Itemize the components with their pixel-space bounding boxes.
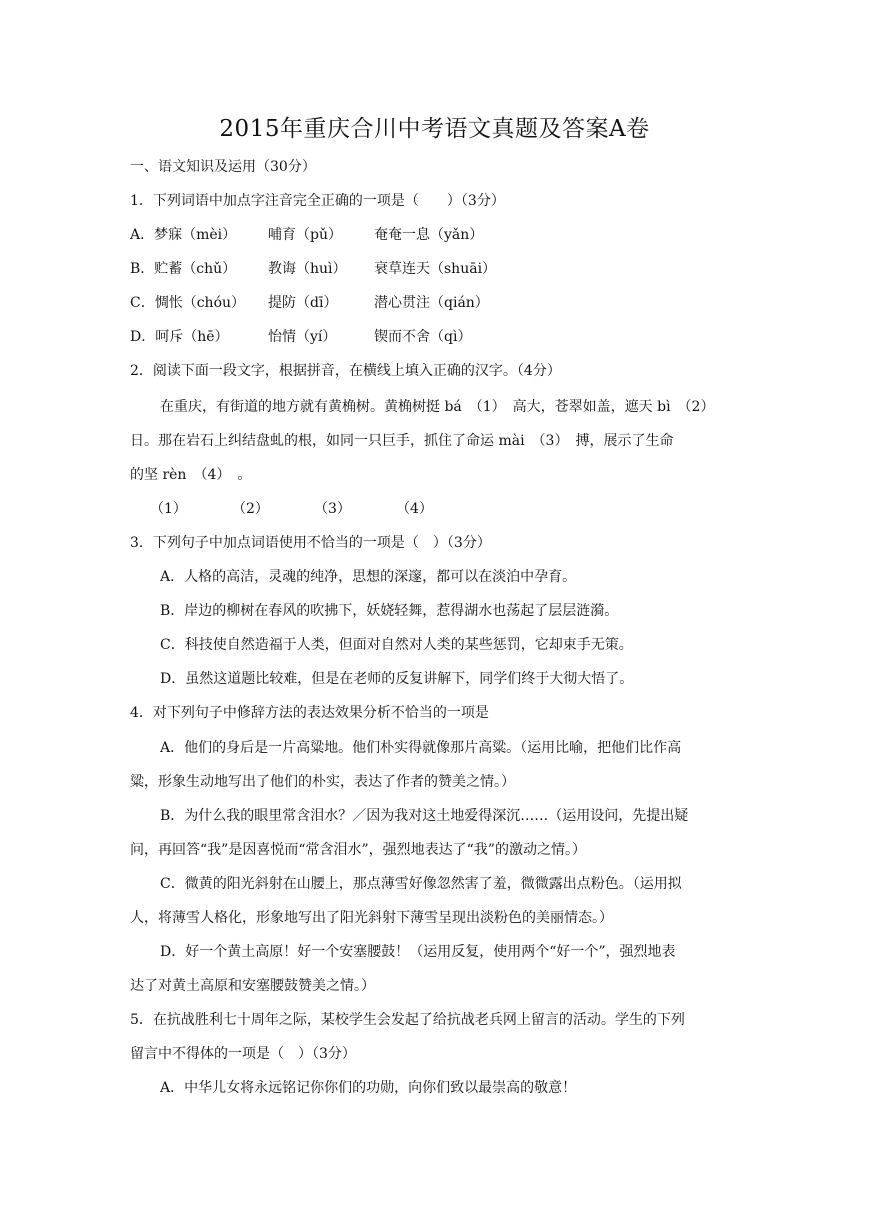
question-4-option-c-cont: 人，将薄雪人格化，形象地写出了阳光斜射下薄雪呈现出淡粉色的美丽情态。） xyxy=(130,910,613,926)
question-4-option-b-cont: 问，再回答“我”是因喜悦而“常含泪水”，强烈地表达了“我”的激动之情。） xyxy=(130,842,586,858)
option-b-word1: B．贮蓄（chǔ） xyxy=(130,261,237,277)
question-5-option-a: A．中华儿女将永远铭记你你们的功勋，向你们致以最崇高的敬意！ xyxy=(160,1080,577,1096)
blank-1: （1） xyxy=(150,501,187,517)
question-3-option-d: D．虽然这道题比较难，但是在老师的反复讲解下，同学们终于大彻大悟了。 xyxy=(160,671,634,687)
question-3-option-b: B．岸边的柳树在春风的吹拂下，妖娆轻舞，惹得湖水也荡起了层层涟漪。 xyxy=(160,603,619,619)
question-4-option-d-cont: 达了对黄土高原和安塞腰鼓赞美之情。） xyxy=(130,978,375,994)
question-1-option-a xyxy=(130,225,742,245)
option-d-word3: 锲而不舍（qì） xyxy=(374,329,472,345)
question-1-option-c xyxy=(130,293,742,313)
question-3-option-a: A．人格的高洁，灵魂的纯净，思想的深邃，都可以在淡泊中孕育。 xyxy=(160,569,577,585)
question-4-option-a-cont: 粱，形象生动地写出了他们的朴实，表达了作者的赞美之情。） xyxy=(130,774,515,790)
option-a-word1: A．梦寐（mèi） xyxy=(130,227,237,243)
question-3-stem: 3．下列句子中加点词语使用不恰当的一项是（ ）（3分） xyxy=(130,535,491,551)
question-4-option-d: D．好一个黄土高原！好一个安塞腰鼓！（运用反复，使用两个“好一个”，强烈地表 xyxy=(160,944,676,960)
question-2-stem: 2．阅读下面一段文字，根据拼音，在横线上填入正确的汉字。（4分） xyxy=(130,363,561,379)
option-c-word1: C．惆怅（chóu） xyxy=(130,295,246,311)
question-3-option-c: C．科技使自然造福于人类，但面对自然对人类的某些惩罚，它却束手无策。 xyxy=(160,637,633,653)
question-5-stem: 5．在抗战胜利七十周年之际，某校学生会发起了给抗战老兵网上留言的活动。学生的下列 xyxy=(130,1012,685,1028)
blank-4: （4） xyxy=(396,501,433,517)
question-4-option-a: A．他们的身后是一片高粱地。他们朴实得就像那片高粱。（运用比喻，把他们比作高 xyxy=(160,740,682,756)
option-c-word2: 提防（dī） xyxy=(268,295,338,311)
question-5-stem-cont: 留言中不得体的一项是（ ）（3分） xyxy=(130,1046,356,1062)
blank-2: （2） xyxy=(232,501,269,517)
question-4-option-c: C．微黄的阳光斜射在山腰上，那点薄雪好像忽然害了羞，微微露出点粉色。（运用拟 xyxy=(160,876,682,892)
question-1-option-b xyxy=(130,259,742,279)
question-4-option-b: B．为什么我的眼里常含泪水？／因为我对这土地爱得深沉……（运用设问，先提出疑 xyxy=(160,808,689,824)
question-1-option-d xyxy=(130,327,742,347)
option-b-word2: 教诲（huì） xyxy=(268,261,347,277)
option-c-word3: 潜心贯注（qián） xyxy=(374,295,489,311)
option-d-word2: 怡情（yí） xyxy=(268,329,337,345)
question-2-paragraph-line: 的坚 rèn （4） 。 xyxy=(130,467,252,483)
question-2-paragraph-line: 在重庆，有街道的地方就有黄桷树。黄桷树挺 bá （1） 高大，苍翠如盖，遮天 bì （2） xyxy=(160,399,715,415)
option-d-word1: D．呵斥（hē） xyxy=(130,329,229,345)
section-heading: 一、语文知识及运用（30分） xyxy=(130,159,316,175)
question-2-blanks xyxy=(150,499,762,519)
question-4-stem: 4．对下列句子中修辞方法的表达效果分析不恰当的一项是 xyxy=(130,705,489,721)
option-a-word3: 奄奄一息（yǎn） xyxy=(374,227,484,243)
option-a-word2: 哺育（pǔ） xyxy=(268,227,342,243)
question-2-paragraph-line: 日。那在岩石上纠结盘虬的根，如同一只巨手，抓住了命运 mài （3） 搏，展示了生命 xyxy=(130,433,674,449)
document-title: 2015年重庆合川中考语文真题及答案A卷 xyxy=(219,116,650,142)
blank-3: （3） xyxy=(314,501,351,517)
option-b-word3: 衰草连天（shuāi） xyxy=(374,261,497,277)
question-1-stem: 1．下列词语中加点字注音完全正确的一项是（ ）（3分） xyxy=(130,193,505,209)
